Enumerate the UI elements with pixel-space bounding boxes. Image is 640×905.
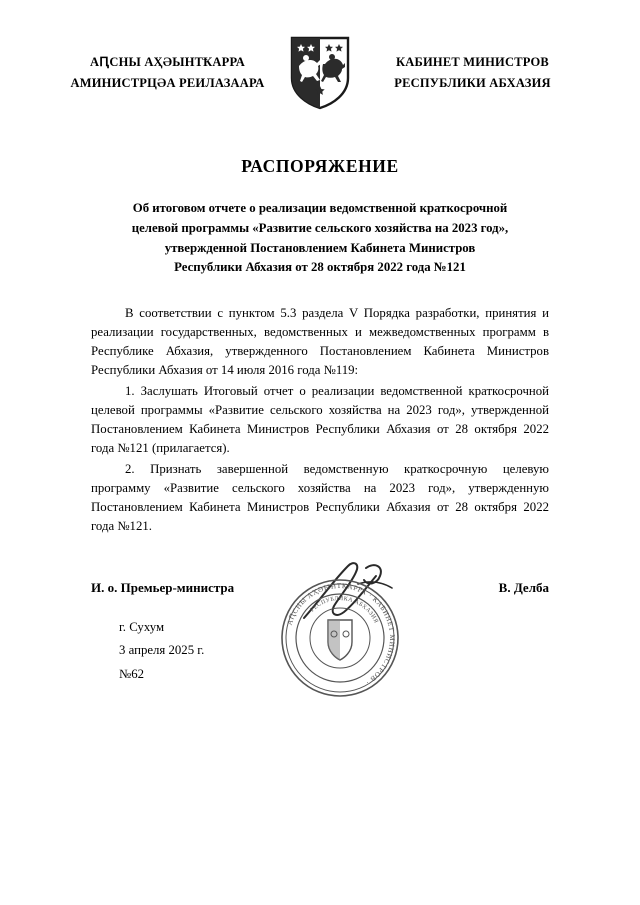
document-body [91, 304, 549, 535]
subtitle-line-1: Об итоговом отчете о реализации ведомственной краткосрочной [132, 201, 508, 215]
body-paragraph-2: 2. Признать завершенной ведомственную краткосрочную целевую программу «Развитие сельского хозяйства на 2023 год», утвержденную Постановлением Кабинета Министров Республики Абхазия от 28 октября 2022 года №121. [91, 461, 549, 533]
subtitle-line-2: целевой программы «Развитие сельского хозяйства на 2023 год», [131, 220, 509, 235]
document-title: РАСПОРЯЖЕНИЕ [241, 156, 399, 176]
signatory-position: И. о. Премьер-министра [91, 579, 235, 595]
signatory-name: В. Делба [498, 579, 549, 595]
subtitle-line-4: Республики Абхазия от 28 октября 2022 года №121 [174, 260, 466, 275]
svg-text:РЕСПУБЛИКА АБХАЗИЯ: РЕСПУБЛИКА АБХАЗИЯ [309, 595, 379, 625]
header-abkhaz-line-1: АԤСНЫ АҲӘЫНТҞАРРА [90, 55, 245, 70]
header-abkhaz-line-2: АМИНИСТРЦӘА РЕИЛАЗААРА [70, 76, 265, 90]
document-subtitle [105, 199, 535, 278]
coat-of-arms-icon [289, 36, 351, 110]
footer-place: г. Сухум [119, 619, 165, 634]
header-russian-line-1: КАБИНЕТ МИНИСТРОВ [396, 55, 549, 70]
footer-number: №62 [119, 666, 145, 681]
header-russian-line-2: РЕСПУБЛИКИ АБХАЗИЯ [394, 76, 551, 90]
svg-text:АԤСНЫ АҲӘЫНТҞАРРА · КАБИНЕТ МИ: АԤСНЫ АҲӘЫНТҞАРРА · КАБИНЕТ МИНИСТРОВ · [285, 581, 397, 687]
body-paragraph-1: 1. Заслушать Итоговый отчет о реализации ведомственной краткосрочной целевой программы «Развитие сельского хозяйства на 2023 год», утвержденной Постановлением Кабинета Министров Республики Абхазия от 28 октября 2022 года №121 (прилагается). [91, 384, 549, 455]
header-title-abkhaz [60, 52, 275, 93]
document-header [0, 0, 640, 110]
body-paragraph-intro: В соответствии с пунктом 5.3 раздела V Порядка разработки, принятия и реализации государственных, ведомственных и межведомственных программ в Республике Абхазия, утвержденного Постановлением Кабинета Министров Республики Абхазия от 14 июля 2016 года №119: [91, 306, 549, 378]
signature-block [91, 580, 549, 596]
subtitle-line-3: утвержденной Постановлением Кабинета Министров [164, 240, 476, 255]
header-title-russian [365, 52, 580, 93]
footer-date: 3 апреля 2025 г. [119, 643, 205, 658]
document-footer [91, 616, 549, 687]
